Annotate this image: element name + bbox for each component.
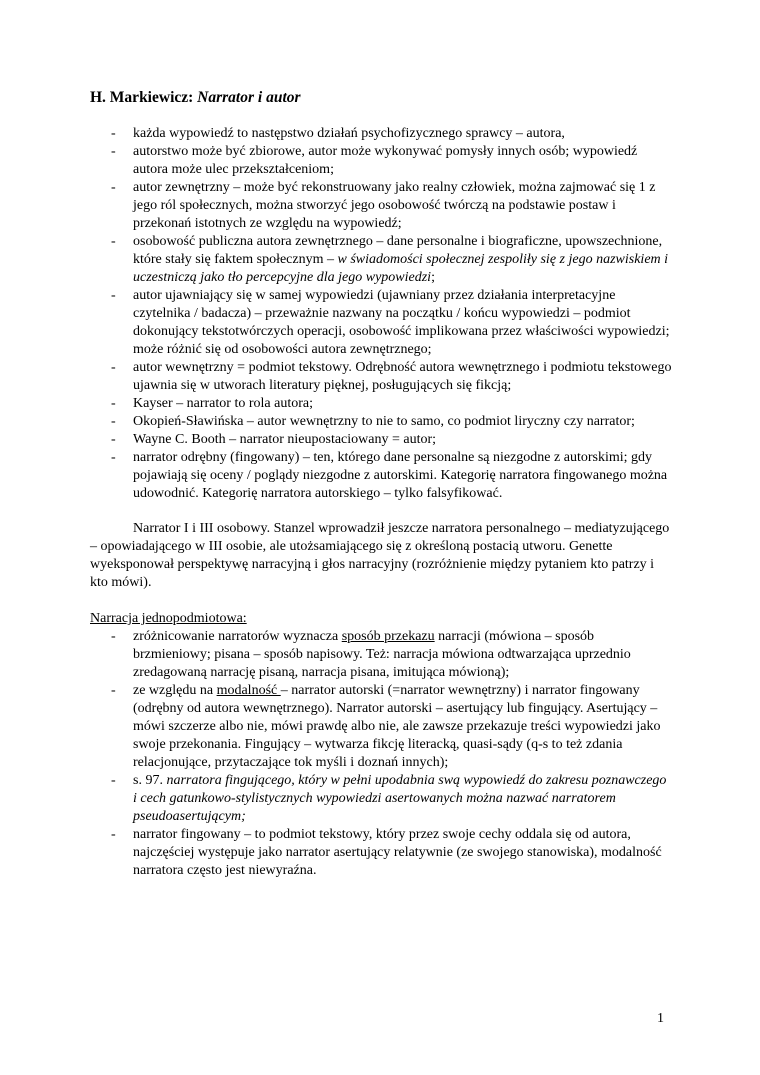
list-item-text-regular: s. 97. xyxy=(133,773,167,788)
list-item xyxy=(90,395,672,413)
list-item-text-regular: zróżnicowanie narratorów wyznacza xyxy=(133,629,342,644)
title-author-prefix: H. Markiewicz: xyxy=(90,89,198,106)
bullet-marker: - xyxy=(111,629,116,644)
list-item xyxy=(90,682,672,772)
list-item xyxy=(90,143,672,179)
bullet-marker: - xyxy=(111,126,116,141)
bullet-marker: - xyxy=(111,234,116,249)
list-item-text: autorstwo może być zbiorowe, autor może wykonywać pomysły innych osób; wypowiedź autora może ulec przekształceniom; xyxy=(133,144,638,177)
list-item-text xyxy=(133,773,666,824)
section-heading: Narracja jednopodmiotowa: xyxy=(90,611,247,626)
body-paragraph: Narrator I i III osobowy. Stanzel wprowadził jeszcze narratora personalnego – mediatyzującego – opowiadającego w III osobie, ale utożsamiającego się z określoną postacią utworu. Genette wyeksponował perspektywę narracyjną i głos narracyjny (rozróżnienie między pytaniem kto patrzy i kto mówi). xyxy=(90,521,670,590)
bullet-marker: - xyxy=(111,180,116,195)
bullet-list-author-notes xyxy=(90,125,672,503)
list-item xyxy=(90,628,672,682)
list-item xyxy=(90,413,672,431)
list-item xyxy=(90,359,672,395)
list-item-text: Okopień-Sławińska – autor wewnętrzny to nie to samo, co podmiot liryczny czy narrator; xyxy=(133,414,635,429)
bullet-marker: - xyxy=(111,683,116,698)
list-item-text-regular: ze względu na xyxy=(133,683,217,698)
list-item xyxy=(90,449,672,503)
title-work-name: Narrator i autor xyxy=(197,89,301,106)
list-item-text-italic: w świadomości społecznej zespoliły się z jego nazwiskiem i uczestniczą jako tło percepcyjne dla jego wypowiedzi xyxy=(133,252,669,285)
list-item-text xyxy=(133,629,631,680)
list-item xyxy=(90,287,672,359)
list-item-text: każda wypowiedź to następstwo działań psychofizycznego sprawcy – autora, xyxy=(133,126,565,141)
bullet-marker: - xyxy=(111,432,116,447)
list-item xyxy=(90,233,672,287)
list-item xyxy=(90,179,672,233)
list-item-text: narrator odrębny (fingowany) – ten, którego dane personalne są niezgodne z autorskimi; gdy pojawiają się oceny / poglądy niezgodne z autorskimi. Kategorię narratora fingowanego można udowodnić. Kategorię narratora autorskiego – tylko falsyfikować. xyxy=(133,450,668,501)
list-item-text-underlined: modalność xyxy=(216,683,281,698)
bullet-marker: - xyxy=(111,450,116,465)
document-title xyxy=(90,88,672,108)
list-item xyxy=(90,431,672,449)
list-item-text: autor ujawniający się w samej wypowiedzi (ujawniany przez działania interpretacyjne czytelnika / badacza) – przeważnie nazwany na początku / końcu wypowiedzi – podmiot dokonujący tekstotwórczych operacji, osobowość implikowana przez właściwości wypowiedzi; może różnić się od osobowości autora zewnętrznego; xyxy=(133,288,670,357)
bullet-marker: - xyxy=(111,144,116,159)
bullet-marker: - xyxy=(111,396,116,411)
list-item-text: Wayne C. Booth – narrator nieupostaciowany = autor; xyxy=(133,432,437,447)
list-item-text: autor zewnętrzny – może być rekonstruowany jako realny człowiek, można zajmować się 1 z jego ról społecznych, można stworzyć jego osobowość twórczą na podstawie postaw i przekonań istotnych ze względu na wypowiedź; xyxy=(133,180,656,231)
bullet-marker: - xyxy=(111,288,116,303)
list-item-text-regular: – narrator autorski (=narrator wewnętrzny) i narrator fingowany (odrębny od autora wewnętrznego). Narrator autorski – asertujący lub fingujący. Asertujący – mówi szczerze albo nie, mówi prawdę albo nie, ale zawsze przekazuje treści wypowiedzi jako swoje przekonania. Fingujący – wytwarza fikcję literacką, quasi-sądy (q-s to też zdania relacjonujące, przytaczające tok myśli i doznań innych); xyxy=(133,683,661,770)
bullet-marker: - xyxy=(111,414,116,429)
list-item-text-regular: osobowość publiczna autora zewnętrznego – dane personalne i biograficzne, upowszechnione, które stały się faktem społecznym – xyxy=(133,234,663,267)
list-item-text: narrator fingowany – to podmiot tekstowy, który przez swoje cechy oddala się od autora, najczęściej występuje jako narrator asertujący relatywnie (ze swojego stanowiska), modalność narratora często jest niewyraźna. xyxy=(133,827,662,878)
list-item-text: autor wewnętrzny = podmiot tekstowy. Odrębność autora wewnętrznego i podmiotu tekstowego ujawnia się w utworach literatury pięknej, posługujących się fikcją; xyxy=(133,360,672,393)
document-content xyxy=(90,88,672,880)
bullet-marker: - xyxy=(111,360,116,375)
bullet-marker: - xyxy=(111,827,116,842)
list-item-text xyxy=(133,683,661,770)
list-item-text-regular: ; xyxy=(431,270,435,285)
list-item xyxy=(90,826,672,880)
list-item xyxy=(90,772,672,826)
page-number: 1 xyxy=(657,1011,664,1026)
list-item-text xyxy=(133,234,668,285)
bullet-list-single-subject-narration xyxy=(90,628,672,880)
list-item-text-regular: narracji (mówiona – sposób brzmieniowy; pisana – sposób napisowy. Też: narracja mówiona odtwarzająca uprzednio zredagowaną narrację pisaną, narracja pisana, imitująca mówioną); xyxy=(133,629,631,680)
list-item xyxy=(90,125,672,143)
list-item-text-underlined: sposób przekazu xyxy=(341,629,435,644)
list-item-text-italic: narratora fingującego, który w pełni upodabnia swą wypowiedź do zakresu poznawczego i cech gatunkowo-stylistycznych wypowiedzi asertowanych można nazwać narratorem pseudoasertującym; xyxy=(133,773,667,824)
list-item-text: Kayser – narrator to rola autora; xyxy=(133,396,313,411)
bullet-marker: - xyxy=(111,773,116,788)
